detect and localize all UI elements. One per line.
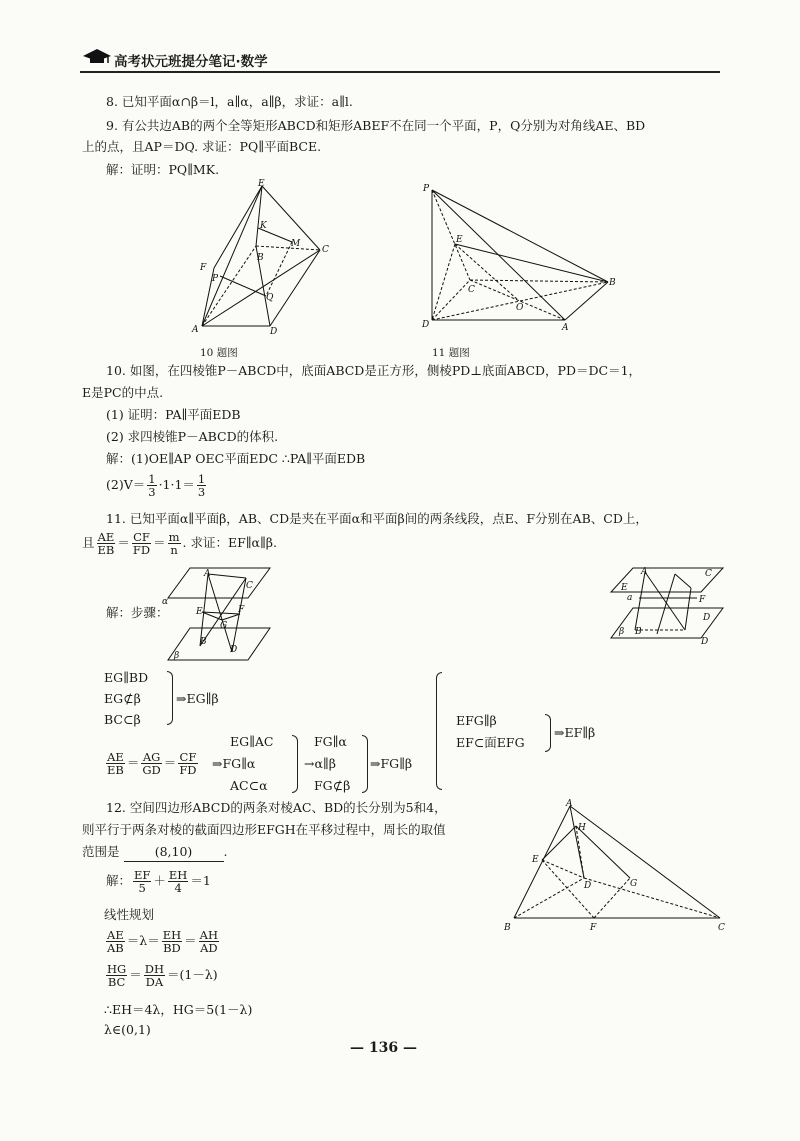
chain3-result: ⇒FG∥β <box>370 756 413 771</box>
question-11-solution-label: 解：步骤： <box>106 605 169 620</box>
fig12-label-D: D <box>584 881 592 891</box>
figure-10-caption: 10 题图 <box>200 347 238 359</box>
fig10-label-E: E <box>258 179 265 189</box>
chain3-item-3: FG⊄β <box>314 778 351 793</box>
fig11-label-O: O <box>516 303 524 313</box>
figure-11a-diagram <box>160 560 280 670</box>
fig11a-label-F: F <box>238 605 245 615</box>
chain2-brace <box>292 735 298 793</box>
fig12-label-A: A <box>566 799 573 809</box>
question-12-solution-equation: 解： $\frac{EF}{5}$ ＋ $\frac{EH}{4}$ ＝1 <box>106 868 211 895</box>
question-12-ratio-2: $\frac{HG}{BC}$ ＝ $\frac{DH}{DA}$ ＝(1－λ) <box>107 962 218 989</box>
fig10-label-K: K <box>260 221 267 231</box>
chain4-brace <box>545 714 551 752</box>
fig10-label-F: F <box>200 263 207 273</box>
q12-frac-dh-da: $\frac{DH}{DA}$ <box>144 962 164 989</box>
fig11b-label-A: A <box>641 567 648 577</box>
figure-12-diagram <box>500 798 730 938</box>
question-12-line1: 12. 空间四边形ABCD的两条对棱AC、BD的长分别为5和4， <box>106 800 447 815</box>
fig11a-label-E: E <box>196 607 203 617</box>
fig11a-label-G: G <box>220 621 228 631</box>
fig11-label-C: C <box>468 285 475 295</box>
fig11b-label-beta: β <box>619 627 625 637</box>
question-12-line2: 则平行于两条对棱的截面四边形EFGH在平移过程中，周长的取值 <box>82 822 446 837</box>
figure-11-diagram <box>420 182 620 337</box>
question-10-line1: 10. 如图，在四棱锥P－ABCD中，底面ABCD是正方形，侧棱PD⊥底面ABCD，PD＝DC＝1， <box>106 363 642 378</box>
question-11-line1: 11. 已知平面α∥平面β，AB、CD是夹在平面α和平面β间的两条线段，点E、F分别在AB、CD上， <box>106 511 648 526</box>
chain1-item-2: EG⊄β <box>104 691 141 706</box>
fig10-label-M: M <box>291 239 301 249</box>
question-10-solution1: 解：(1)OE∥AP OEC平面EDC ∴PA∥平面EDB <box>106 451 366 466</box>
fig12-label-F: F <box>590 923 597 933</box>
q11-frac-ae-eb: $\frac{AE}{EB}$ <box>97 530 115 557</box>
fig11a-label-A: A <box>204 569 211 579</box>
q12-frac-ah-ad: $\frac{AH}{AD}$ <box>199 928 218 955</box>
fig11a-label-D: D <box>230 645 238 655</box>
fig11a-label-C: C <box>246 581 253 591</box>
figure-11-caption: 11 题图 <box>432 347 470 359</box>
chain2-frac-cf-fd: $\frac{CF}{FD}$ <box>179 750 197 777</box>
chain1-item-1: EG∥BD <box>104 670 149 685</box>
fig11-label-P: P <box>423 184 430 194</box>
fig11b-label-D2: D <box>701 637 709 647</box>
fig10-label-A: A <box>192 325 199 335</box>
fig11b-label-F: F <box>699 595 706 605</box>
fig11b-label-B: B <box>635 627 642 637</box>
fig12-label-G: G <box>630 879 638 889</box>
question-10-line2: E是PC的中点. <box>82 385 164 400</box>
question-12-lambda-range: λ∈(0,1) <box>104 1022 151 1037</box>
fig11b-label-C: C <box>705 569 712 579</box>
question-12-ratio-1: $\frac{AE}{AB}$ ＝λ＝ $\frac{EH}{BD}$ ＝ $\frac{AH}{AD}$ <box>107 928 218 955</box>
header-title: 高考状元班提分笔记·数学 <box>114 54 268 70</box>
page-number: — 136 — <box>350 1040 417 1056</box>
chain1-item-3: BC⊂β <box>104 712 141 727</box>
chain4-item-1: EFG∥β <box>456 713 497 728</box>
q12-frac-eh-4: $\frac{EH}{4}$ <box>168 868 188 895</box>
question-10-part1: (1) 证明：PA∥平面EDB <box>106 407 241 422</box>
q11-frac-cf-fd: $\frac{CF}{FD}$ <box>132 530 151 557</box>
q12-frac-eh-bd: $\frac{EH}{BD}$ <box>162 928 182 955</box>
chain2-arrow: ⇒FG∥α <box>212 756 256 771</box>
chain4-result: ⇒EF∥β <box>554 725 596 740</box>
question-12-linear-programming: 线性规划 <box>104 907 155 922</box>
figure-11b-diagram <box>605 560 730 650</box>
fig10-label-D: D <box>270 327 278 337</box>
q12-frac-ef-5: $\frac{EF}{5}$ <box>134 868 151 895</box>
chain2-frac-ae-eb: $\frac{AE}{EB}$ <box>107 750 124 777</box>
chain3-item-2: →α∥β <box>304 756 336 771</box>
fig11a-label-B: B <box>200 637 207 647</box>
fig11a-label-alpha: α <box>162 597 169 607</box>
fig11-label-B: B <box>609 278 616 288</box>
fig11b-label-D1: D <box>703 613 711 623</box>
fig11a-label-beta: β <box>174 651 180 661</box>
question-12-result: ∴EH＝4λ，HG＝5(1－λ) <box>104 1002 253 1017</box>
q12-frac-ae-ab: $\frac{AE}{AB}$ <box>107 928 124 955</box>
fig11b-label-alpha: a <box>627 593 633 603</box>
chain3-item-1: FG∥α <box>314 734 347 749</box>
q10-sol2-mid: ·1·1＝ <box>158 477 195 492</box>
question-12-answer: (8,10) <box>124 843 224 862</box>
question-9-line1: 9. 有公共边AB的两个全等矩形ABCD和矩形ABEF不在同一个平面，P，Q分别为对角线AE、BD <box>106 118 646 133</box>
fig11-label-A: A <box>562 323 569 333</box>
chain-join-bracket <box>436 672 442 790</box>
question-10-solution2 <box>106 470 208 500</box>
question-12-line3: 范围是 (8,10) . <box>82 843 227 862</box>
fig12-label-E: E <box>532 855 539 865</box>
chain2-cond-3: AC⊂α <box>230 778 268 793</box>
question-11-line2: 且 $\frac{AE}{EB}$ ＝ $\frac{CF}{FD}$ ＝ $\frac{m}{n}$ . 求证：EF∥α∥β. <box>82 530 277 557</box>
chain3-brace <box>362 735 368 793</box>
question-10-part2: (2) 求四棱锥P－ABCD的体积. <box>106 429 279 444</box>
header-rule <box>80 71 720 73</box>
fig12-label-B: B <box>504 923 511 933</box>
chain2-cond-1: EG∥AC <box>230 734 274 749</box>
question-8: 8. 已知平面α∩β＝l，a∥α，a∥β，求证：a∥l. <box>106 94 353 109</box>
fig10-label-B: B <box>257 253 264 263</box>
figure-10-diagram <box>190 178 350 338</box>
chain2-ratio: $\frac{AE}{EB}$ ＝ $\frac{AG}{GD}$ ＝ $\frac{CF}{FD}$ <box>107 750 197 777</box>
chain1-result: ⇒EG∥β <box>176 691 219 706</box>
fig11-label-E: E <box>456 235 463 245</box>
chain4-item-2: EF⊂面EFG <box>456 735 525 750</box>
fig11b-label-E: E <box>621 583 628 593</box>
fig10-label-C: C <box>322 245 329 255</box>
q12-frac-hg-bc: $\frac{HG}{BC}$ <box>107 962 127 989</box>
fig12-label-C: C <box>718 923 725 933</box>
header-logo-icon <box>82 47 112 71</box>
fig10-label-P: P <box>212 274 219 284</box>
q11-frac-m-n: $\frac{m}{n}$ <box>168 530 180 557</box>
q10-sol2-prefix: (2)V＝ <box>106 477 146 492</box>
chain2-frac-ag-gd: $\frac{AG}{GD}$ <box>142 750 161 777</box>
fig11-label-D: D <box>422 320 430 330</box>
q10-frac2: $\frac{1}{3}$ <box>197 472 206 499</box>
fig10-label-Q: Q <box>266 293 274 303</box>
q10-frac1: $\frac{1}{3}$ <box>148 472 156 499</box>
question-9-solution: 解：证明：PQ∥MK. <box>106 162 220 177</box>
fig12-label-H: H <box>578 823 586 833</box>
chain1-brace <box>167 671 173 725</box>
question-9-line2: 上的点，且AP＝DQ. 求证：PQ∥平面BCE. <box>82 139 322 154</box>
